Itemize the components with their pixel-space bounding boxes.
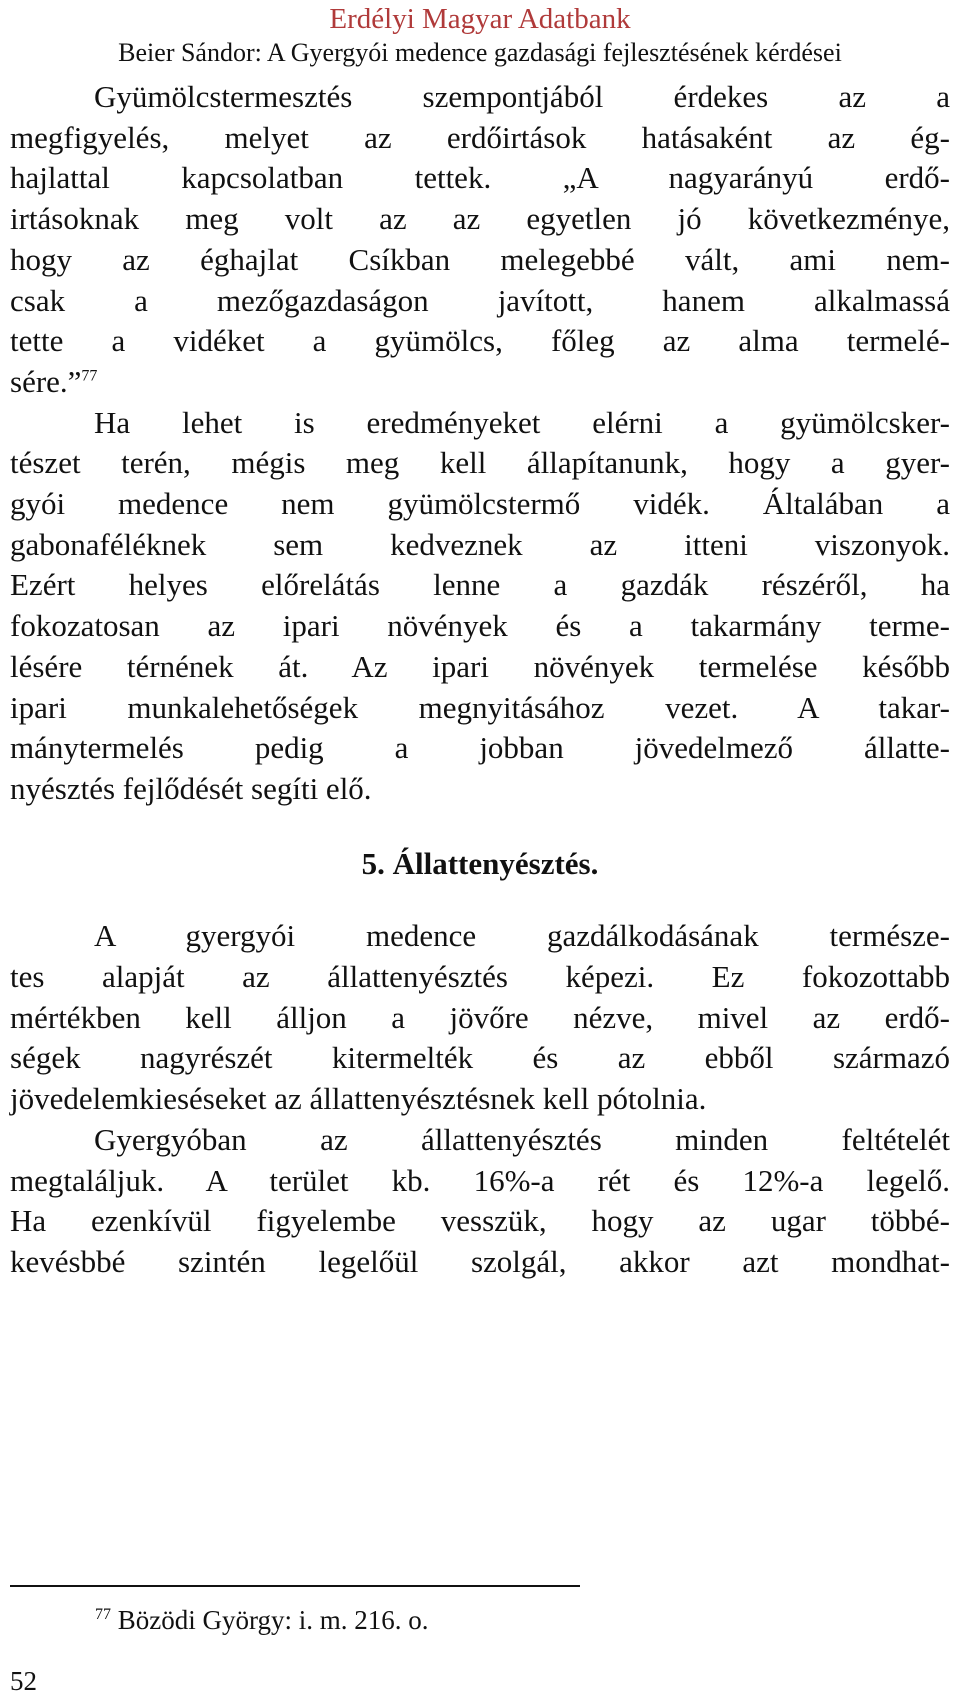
text-line: hajlattal kapcsolatban tettek. „A nagyarányú erdő-: [10, 160, 950, 196]
text-line: ségek nagyrészét kitermelték és az ebből származó: [10, 1040, 950, 1076]
footnote-divider: [10, 1585, 580, 1587]
main-text: [10, 77, 950, 1283]
document-title: Beier Sándor: A Gyergyói medence gazdasági fejlesztésének kérdései: [118, 38, 842, 67]
text-line: Gyergyóban az állattenyésztés minden feltételét: [94, 1121, 950, 1157]
paragraph-livestock-conditions: [10, 1120, 950, 1283]
text-line: tészet terén, mégis meg kell állapítanunk, hogy a gyer-: [10, 445, 950, 481]
text-line: ipari munkalehetőségek megnyitásához vezet. A takar-: [10, 689, 950, 725]
spacer: [10, 884, 950, 916]
section-heading: 5. Állattenyésztés.: [361, 845, 599, 881]
text-line: Ha lehet is eredményeket elérni a gyümölcsker-: [94, 404, 950, 440]
text-line: hogy az éghajlat Csíkban melegebbé vált, ami nem-: [10, 241, 950, 277]
footnote-number: 77: [95, 1606, 111, 1623]
site-title: Erdélyi Magyar Adatbank: [329, 3, 631, 35]
footnote-text: Bözödi György: i. m. 216. o.: [117, 1605, 429, 1635]
spacer: [10, 810, 950, 844]
text-line: gabonaféléknek sem kedveznek az itteni viszonyok.: [10, 526, 950, 562]
text-line: Gyümölcstermesztés szempontjából érdekes az a: [94, 79, 950, 114]
text-line: Ha ezenkívül figyelembe vesszük, hogy az ugar többé-: [10, 1203, 950, 1239]
text-line: tes alapját az állattenyésztés képezi. Ez fokozottabb: [10, 959, 950, 995]
text-line: irtásoknak meg volt az az egyetlen jó következménye,: [10, 201, 950, 237]
paragraph-fruit-garden: [10, 403, 950, 810]
text-line: lésére térnének át. Az ipari növények termelése később: [10, 648, 950, 684]
text-line: A gyergyói medence gazdálkodásának természe-: [94, 918, 950, 954]
text-line: fokozatosan az ipari növények és a takarmány terme-: [10, 608, 950, 644]
paragraph-livestock-basis: [10, 916, 950, 1120]
text-line: [10, 362, 950, 403]
text-line: tette a vidéket a gyümölcs, főleg az alma termelé-: [10, 323, 950, 359]
text-line: csak a mezőgazdaságon javított, hanem alkalmassá: [10, 282, 950, 318]
text-line: jövedelemkieséseket az állattenyésztésnek kell pótolnia.: [10, 1081, 707, 1117]
footnote: [95, 1603, 429, 1637]
page-header: [0, 0, 960, 70]
text-line: mánytermelés pedig a jobban jövedelmező állatte-: [10, 730, 950, 766]
text-line: Ezért helyes előrelátás lenne a gazdák részéről, ha: [10, 567, 950, 603]
text-line: kevésbbé szintén legelőül szolgál, akkor azt mondhat-: [10, 1243, 950, 1279]
paragraph-fruit-growing: [10, 77, 950, 403]
text-line: gyói medence nem gyümölcstermő vidék. Általában a: [10, 486, 950, 522]
text-line: megfigyelés, melyet az erdőirtások hatásaként az ég-: [10, 119, 950, 155]
footnote-reference[interactable]: 77: [81, 367, 98, 385]
text-line: megtaláljuk. A terület kb. 16%-a rét és 12%-a legelő.: [10, 1162, 950, 1198]
text-line: mértékben kell álljon a jövőre nézve, mivel az erdő-: [10, 999, 950, 1035]
text-line: nyésztés fejlődését segíti elő.: [10, 770, 372, 806]
text-line-end: sére.”: [10, 363, 82, 399]
page-number: 52: [10, 1666, 37, 1696]
